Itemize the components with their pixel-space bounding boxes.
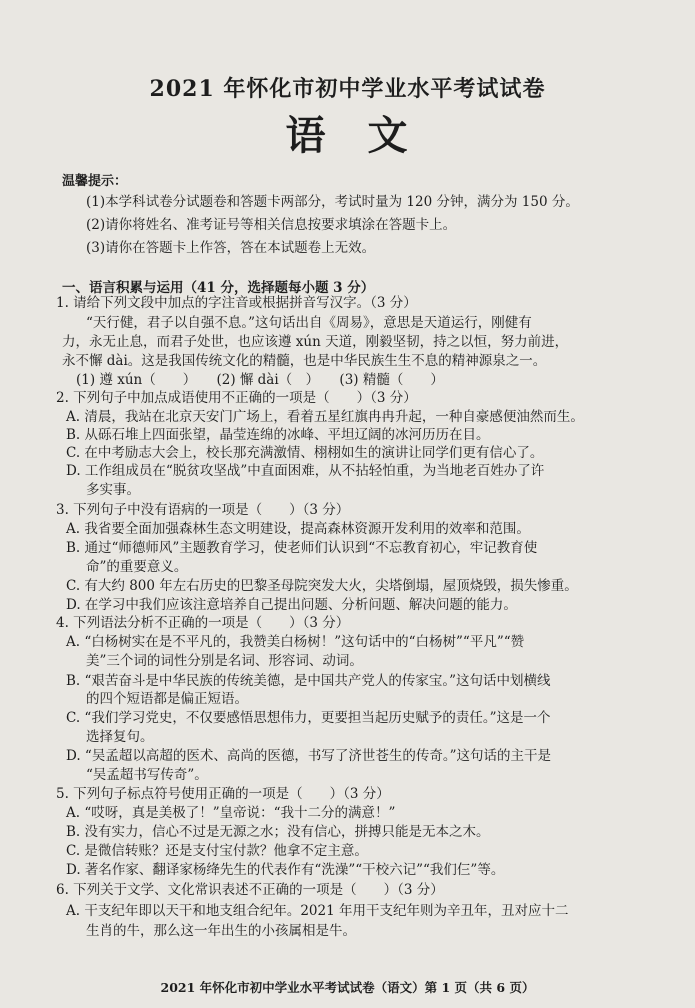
q4-option-d: D. “吴孟超以高超的医术、高尚的医德，书写了济世苍生的传奇。”这句话的主干是 xyxy=(66,748,551,764)
q2-option-d: D. 工作组成员在“脱贫攻坚战”中直面困难，从不拈轻怕重，为当地老百姓办了许 xyxy=(66,463,545,479)
q4-option-b: B. “艰苦奋斗是中华民族的传统美德，是中国共产党人的传家宝。”这句话中划横线 xyxy=(66,673,551,689)
q5-option-d: D. 著名作家、翻译家杨绛先生的代表作有“洗澡”“干校六记”“我们仨”等。 xyxy=(66,862,505,878)
page-footer: 2021 年怀化市初中学业水平考试试卷（语文）第 1 页（共 6 页） xyxy=(160,980,535,995)
q4-stem: 4. 下列语法分析不正确的一项是（ ）（3 分） xyxy=(56,615,350,631)
subject-title: 语文 xyxy=(285,112,450,159)
q2-option-b: B. 从砾石堆上四面张望，晶莹连绵的冰峰、平坦辽阔的冰河历历在目。 xyxy=(66,427,490,443)
q4-option-a-cont: 美”三个词的词性分别是名词、形容词、动词。 xyxy=(86,653,363,669)
tip-1: (1)本学科试卷分试题卷和答题卡两部分，考试时量为 120 分钟，满分为 150 分。 xyxy=(86,194,579,210)
q3-stem: 3. 下列句子中没有语病的一项是（ ）（3 分） xyxy=(56,502,350,518)
q1-stem: 1. 请给下列文段中加点的字注音或根据拼音写汉字。（3 分） xyxy=(56,295,417,311)
q3-option-a: A. 我省要全面加强森林生态文明建设，提高森林资源开发利用的效率和范围。 xyxy=(66,521,530,537)
q4-option-b-cont: 的四个短语都是偏正短语。 xyxy=(86,691,248,707)
tip-2: (2)请你将姓名、准考证号等相关信息按要求填涂在答题卡上。 xyxy=(86,217,457,233)
q6-option-a: A. 干支纪年即以天干和地支组合纪年。2021 年用干支纪年则为辛丑年，丑对应十二 xyxy=(66,903,569,919)
q6-option-a-cont: 生肖的牛，那么这一年出生的小孩属相是牛。 xyxy=(86,923,356,939)
q1-passage-line: “天行健，君子以自强不息。”这句话出自《周易》，意思是天道运行，刚健有 xyxy=(86,315,532,331)
q5-option-b: B. 没有实力，信心不过是无源之水；没有信心，拼搏只能是无本之木。 xyxy=(66,824,490,840)
q4-option-a: A. “白杨树实在是不平凡的，我赞美白杨树！”这句话中的“白杨树”“平凡”“赞 xyxy=(66,634,525,650)
q1-passage-line: 力，永无止息，而君子处世，也应该遵 xún 天道，刚毅坚韧，持之以恒，努力前进， xyxy=(62,334,569,350)
tip-3: (3)请你在答题卡上作答，答在本试题卷上无效。 xyxy=(86,240,376,256)
q3-option-b-cont: 命”的重要意义。 xyxy=(86,559,188,575)
q3-option-c: C. 有大约 800 年左右历史的巴黎圣母院突发大火，尖塔倒塌，屋顶烧毁，损失惨重。 xyxy=(66,578,578,594)
q5-option-a: A. “哎呀，真是美极了！”皇帝说：“我十二分的满意！” xyxy=(66,805,396,821)
q4-option-c-cont: 选择复句。 xyxy=(86,729,154,745)
q3-option-b: B. 通过“师德师风”主题教育学习，使老师们认识到“不忘教育初心，牢记教育使 xyxy=(66,540,538,556)
q2-option-a: A. 清晨，我站在北京天安门广场上，看着五星红旗冉冉升起，一种自豪感便油然而生。 xyxy=(66,409,584,425)
q2-stem: 2. 下列句子中加点成语使用不正确的一项是（ ）（3 分） xyxy=(56,390,417,406)
q5-stem: 5. 下列句子标点符号使用正确的一项是（ ）（3 分） xyxy=(56,786,390,802)
q5-option-c: C. 是微信转账？还是支付宝付款？他拿不定主意。 xyxy=(66,843,368,859)
q1-passage-line: 永不懈 dài。这是我国传统文化的精髓，也是中华民族生生不息的精神源泉之一。 xyxy=(62,353,547,369)
section-heading: 一、语言积累与运用（41 分，选择题每小题 3 分） xyxy=(62,280,375,296)
q2-option-c: C. 在中考励志大会上，校长那充满激情、栩栩如生的演讲让同学们更有信心了。 xyxy=(66,445,544,461)
q4-option-c: C. “我们学习党史，不仅要感悟思想伟力，更要担当起历史赋予的责任。”这是一个 xyxy=(66,710,551,726)
q3-option-d: D. 在学习中我们应该注意培养自己提出问题、分析问题、解决问题的能力。 xyxy=(66,597,517,613)
exam-title: 2021 年怀化市初中学业水平考试试卷 xyxy=(149,76,546,102)
q4-option-d-cont: “吴孟超书写传奇”。 xyxy=(86,767,208,783)
tips-heading: 温馨提示： xyxy=(62,174,128,189)
q2-option-d-cont: 多实事。 xyxy=(86,482,140,498)
q1-blanks: (1) 遵 xún（ ） (2) 懈 dài（ ） (3) 精髓（ ） xyxy=(76,372,444,388)
q6-stem: 6. 下列关于文学、文化常识表述不正确的一项是（ ）（3 分） xyxy=(56,882,444,898)
